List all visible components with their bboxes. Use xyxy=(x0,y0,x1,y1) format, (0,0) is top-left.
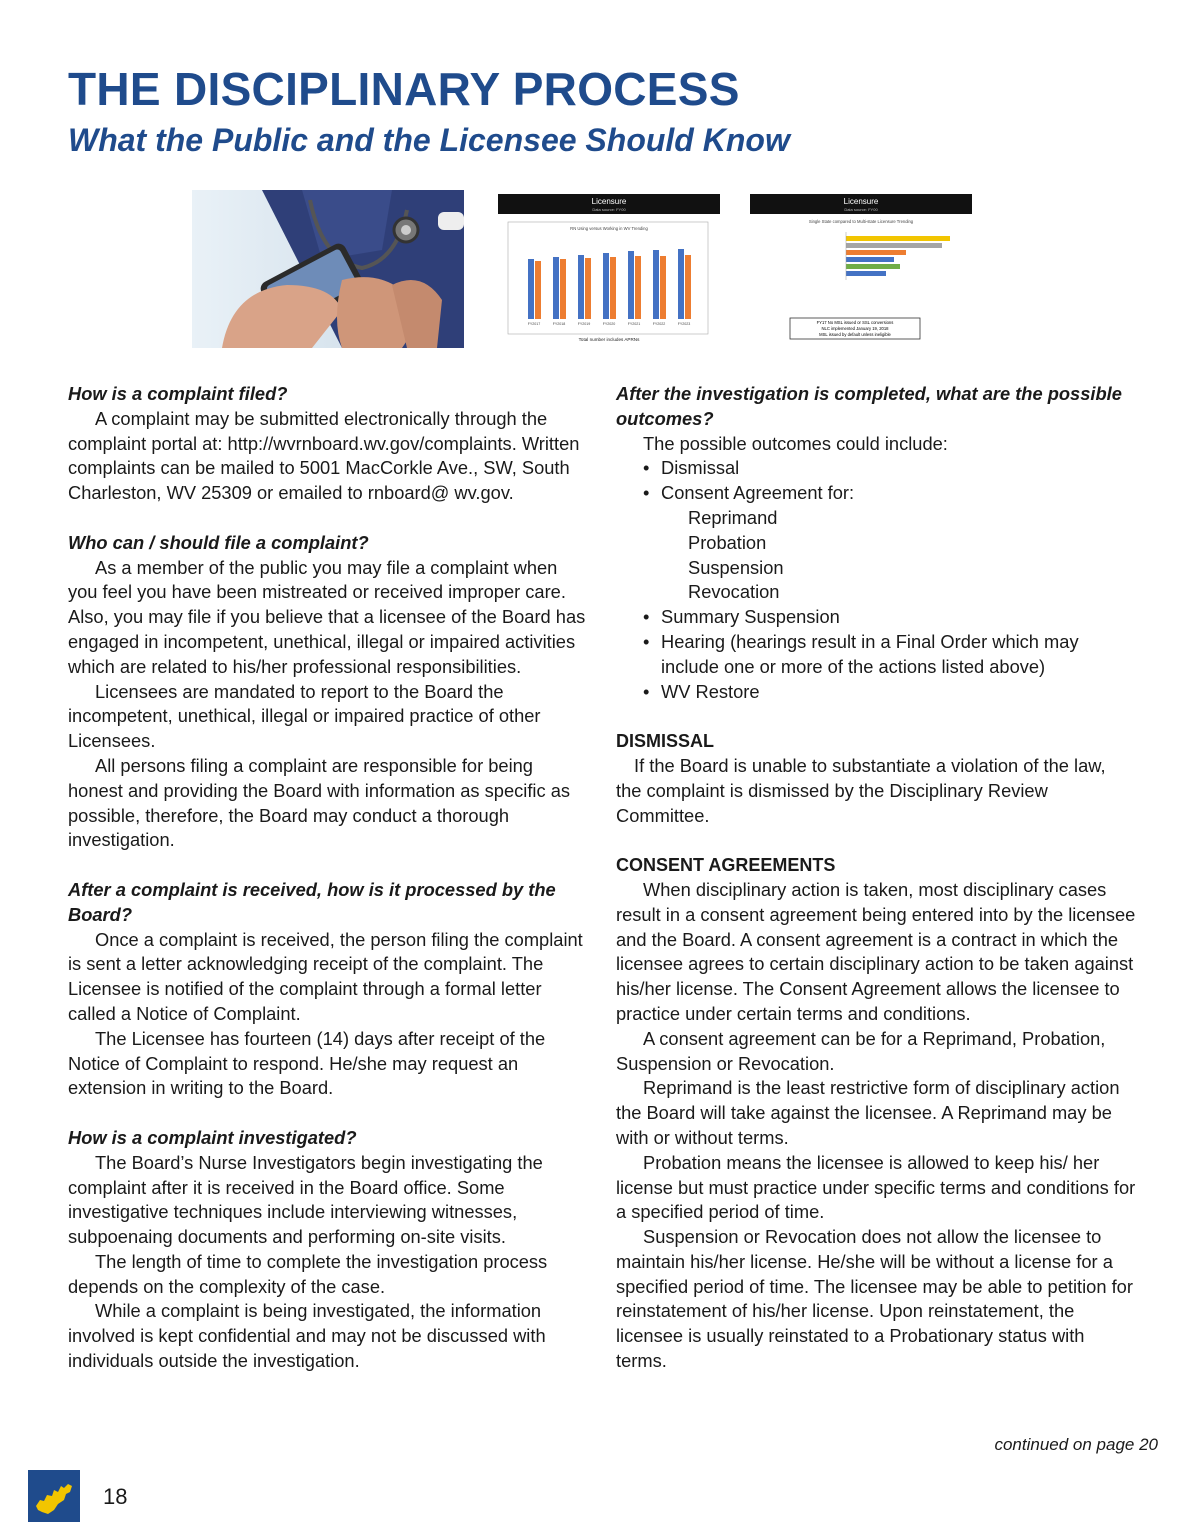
list-item: • Consent Agreement for: Reprimand Probation Suspension Revocation xyxy=(616,481,1136,605)
chart2-bar xyxy=(846,236,950,241)
page-title: THE DISCIPLINARY PROCESS xyxy=(68,63,740,115)
question-possible-outcomes: After the investigation is completed, what are the possible outcomes? xyxy=(616,383,1122,429)
consent-agreement-types xyxy=(616,506,1136,605)
chart1-bar xyxy=(535,261,541,319)
outcomes-intro: The possible outcomes could include: xyxy=(643,432,948,454)
paragraph: A consent agreement can be for a Reprimand, Probation, Suspension or Revocation. xyxy=(616,1027,1106,1074)
chart2-note-1: FY17 No MSL issued or SSL conversions xyxy=(816,320,894,325)
paragraph: If the Board is unable to substantiate a violation of the law, the complaint is dismissed by the Disciplinary Review Committee. xyxy=(616,754,1106,826)
paragraph: The length of time to complete the investigation process depends on the complexity of the case. xyxy=(68,1250,548,1297)
chart1-category-label: FY2023 xyxy=(677,322,691,326)
paragraph: Suspension or Revocation does not allow the licensee to maintain his/her license. He/she will be without a license for a specified period of time. The licensee may be able to petition for reinstatement of his/her license. Upon reinstatement, the licensee is usually reinstated to a Probationary status with terms. xyxy=(616,1226,1133,1372)
chart1-subheader: Data source: FY00 xyxy=(592,207,626,212)
question-how-filed: How is a complaint filed? xyxy=(68,383,288,404)
right-column xyxy=(616,382,1136,1374)
licensure-bar-chart-image xyxy=(498,194,720,342)
chart1-bar xyxy=(603,253,609,319)
chart2-bar xyxy=(846,271,886,276)
chart1-bar xyxy=(653,250,659,319)
chart1-category-label: FY2021 xyxy=(627,322,641,326)
heading-consent-agreements: CONSENT AGREEMENTS xyxy=(616,855,836,876)
chart2-note-2: NLC implemented January 19, 2018 xyxy=(821,326,889,331)
chart1-header: Licensure xyxy=(591,197,627,206)
paragraph: Once a complaint is received, the person filing the complaint is sent a letter acknowledging receipt of the complaint. The Licensee is notified of the complaint through a formal letter called a Notice of Complaint. xyxy=(68,928,583,1024)
chart1-bar xyxy=(560,259,566,319)
paragraph: The Licensee has fourteen (14) days after receipt of the Notice of Complaint to respond. He/she may request an extension in writing to the Board. xyxy=(68,1027,546,1099)
question-who-can-file: Who can / should file a complaint? xyxy=(68,531,369,553)
chart1-bar xyxy=(610,257,616,319)
list-item: Reprimand xyxy=(688,506,778,528)
chart1-category-label: FY2018 xyxy=(552,322,566,326)
paragraph: As a member of the public you may file a complaint when you feel you have been mistreated or received improper care. Also, you may file if you believe that a licensee of the Board has engaged in incompetent, unethical, illegal or impaired activities which are related to his/her professional responsibilities. xyxy=(68,556,586,677)
chart2-bar xyxy=(846,257,894,262)
page-subtitle: What the Public and the Licensee Should Know xyxy=(68,122,790,158)
chart1-bar xyxy=(585,258,591,319)
list-item: • WV Restore xyxy=(643,680,760,702)
paragraph: A complaint may be submitted electronically through the complaint portal at: http://wvrnboard.wv.gov/complaints. Written complaints can be mailed to 5001 MacCorkle Ave., SW, South Charleston, WV 25309 or emailed to rnboard@ wv.gov. xyxy=(68,407,580,504)
chart2-subheader: Data source: FY00 xyxy=(844,207,878,212)
chart1-bar xyxy=(685,255,691,319)
chart2-bar xyxy=(846,250,906,255)
heading-dismissal: DISMISSAL xyxy=(616,731,715,752)
chart2-bar xyxy=(846,264,900,269)
list-item: • Summary Suspension xyxy=(643,606,840,628)
question-how-processed: After a complaint is received, how is it processed by the Board? xyxy=(68,878,556,925)
chart2-note-3: MSL issued by default unless ineligible xyxy=(819,332,891,337)
chart2-header: Licensure xyxy=(843,197,879,206)
chart1-bar xyxy=(628,251,634,319)
paragraph: The Board’s Nurse Investigators begin investigating the complaint after it is received in the Board office. Some investigative techniques include interviewing witnesses, subpoenaing documents and performing on-site visits. xyxy=(68,1151,543,1248)
paragraph: Licensees are mandated to report to the Board the incompetent, unethical, illegal or impaired practice of other Licensees. xyxy=(68,680,541,752)
chart1-bar xyxy=(578,255,584,319)
page-number: 18 xyxy=(103,1484,128,1509)
outcomes-list xyxy=(616,456,1136,704)
chart1-footnote: Total number includes APRNs xyxy=(578,337,640,342)
question-how-investigated: How is a complaint investigated? xyxy=(68,1126,357,1148)
paragraph: Probation means the licensee is allowed to keep his/ her license but must practice under specific terms and conditions for a specified period of time. xyxy=(616,1151,1136,1223)
paragraph: While a complaint is being investigated, the information involved is kept confidential and may not be discussed with individuals outside the investigation. xyxy=(68,1300,546,1372)
list-item: • Dismissal xyxy=(643,457,740,479)
chart1-bar xyxy=(553,257,559,319)
paragraph: Reprimand is the least restrictive form of disciplinary action the Board will take against the licensee. A Reprimand may be with or without terms. xyxy=(616,1077,1120,1148)
paragraph: When disciplinary action is taken, most disciplinary cases result in a consent agreement being entered into by the licensee and the Board. A consent agreement is a contract in which the licensee agrees to certain disciplinary action to be taken against his/her license. The Consent Agreement allows the licensee to practice under certain terms and conditions. xyxy=(616,878,1136,1024)
continued-note: continued on page 20 xyxy=(994,1435,1158,1454)
chart1-category-label: FY2022 xyxy=(652,322,666,326)
list-item: Probation xyxy=(688,531,767,553)
paragraph: All persons filing a complaint are responsible for being honest and providing the Board with information as specific as possible, therefore, the Board may conduct a thorough investigation. xyxy=(68,754,571,851)
chart1-title: RN Using versus Working in WV Trending xyxy=(570,226,648,231)
chart1-category-label: FY2019 xyxy=(577,322,591,326)
chart1-bar xyxy=(635,256,641,319)
list-item: Revocation xyxy=(688,581,780,603)
nurse-phone-photo xyxy=(192,190,464,348)
chart1-bar xyxy=(528,259,534,319)
west-virginia-icon xyxy=(28,1470,80,1522)
chart1-category-label: FY2017 xyxy=(527,322,541,326)
list-item: Suspension xyxy=(688,556,784,578)
chart2-bar xyxy=(846,243,942,248)
left-column xyxy=(68,382,588,1374)
list-item: • Hearing (hearings result in a Final Order which may include one or more of the actions listed above) xyxy=(643,630,1079,677)
chart1-category-label: FY2020 xyxy=(602,322,616,326)
licensure-horizontal-chart-image xyxy=(750,194,972,342)
chart2-title: Single State compared to Multi-state Licensure Trending xyxy=(808,219,914,224)
chart1-bar xyxy=(660,256,666,319)
chart1-bar xyxy=(678,249,684,319)
